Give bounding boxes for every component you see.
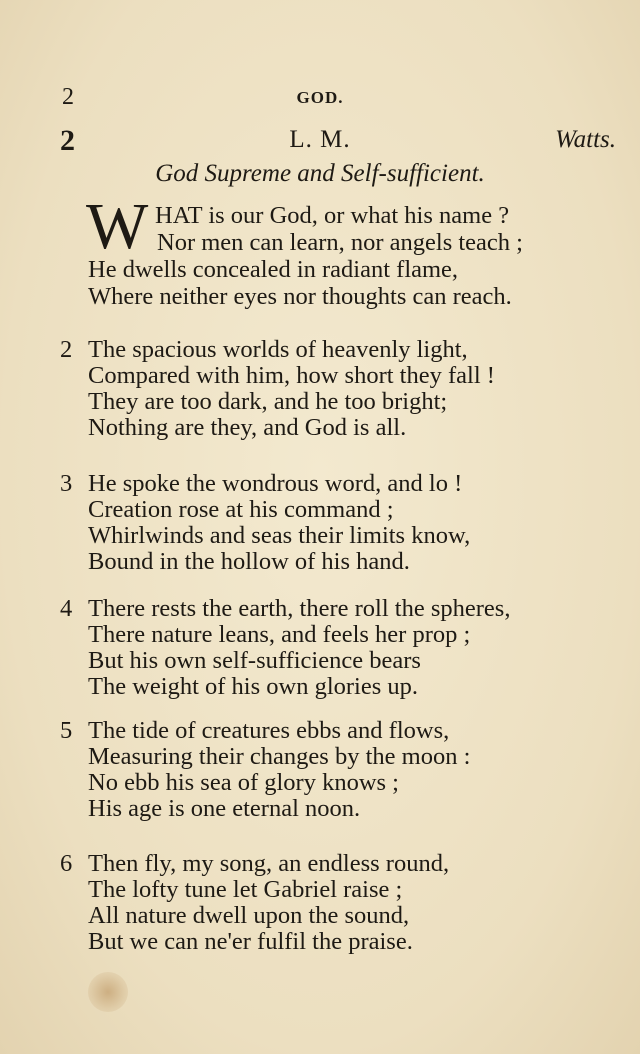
stanza-line: No ebb his sea of glory knows ; <box>88 769 399 796</box>
stanza-line: Measuring their changes by the moon : <box>88 743 471 770</box>
stanza-number: 2 <box>60 336 73 363</box>
drop-cap: W <box>86 190 149 263</box>
running-head <box>0 84 640 114</box>
stanza-line: His age is one eternal noon. <box>88 795 361 822</box>
stanza-line: All nature dwell upon the sound, <box>88 902 410 929</box>
stanza-line: But we can ne'er fulfil the praise. <box>88 928 413 955</box>
stanza-line: HAT is our God, or what his name ? <box>155 202 510 229</box>
hymn-title: God Supreme and Self-sufficient. <box>155 160 485 187</box>
hymn-author: Watts. <box>555 126 616 153</box>
stanza-number: 3 <box>60 470 73 497</box>
stanza-line: He spoke the wondrous word, and lo ! <box>88 470 463 497</box>
stanza-line: The weight of his own glories up. <box>88 673 419 700</box>
stanza-line: They are too dark, and he too bright; <box>88 388 448 415</box>
stanza-line: Nor men can learn, nor angels teach ; <box>157 229 523 256</box>
running-title: GOD. <box>296 88 344 107</box>
stanza-line: He dwells concealed in radiant flame, <box>88 256 459 283</box>
hymn-number: 2 <box>60 124 75 157</box>
stanza-line: There nature leans, and feels her prop ; <box>88 621 471 648</box>
stanza-line: There rests the earth, there roll the spheres, <box>88 595 511 622</box>
stanza-line: The lofty tune let Gabriel raise ; <box>88 876 403 903</box>
paper-stain <box>88 972 128 1012</box>
stanza-line: Compared with him, how short they fall ! <box>88 362 495 389</box>
stanza-line: Whirlwinds and seas their limits know, <box>88 522 471 549</box>
stanza-line: Then fly, my song, an endless round, <box>88 850 450 877</box>
stanza-number: 4 <box>60 595 73 622</box>
stanza-line: Nothing are they, and God is all. <box>88 414 407 441</box>
stanza-line: Where neither eyes nor thoughts can reach. <box>88 283 512 310</box>
stanza-line: The tide of creatures ebbs and flows, <box>88 717 450 744</box>
stanza-line: But his own self-sufficience bears <box>88 647 421 674</box>
stanza-number: 6 <box>60 850 73 877</box>
stanza-number: 5 <box>60 717 73 744</box>
stanza-line: Bound in the hollow of his hand. <box>88 548 410 575</box>
page-number: 2 <box>62 84 74 110</box>
hymn-meter: L. M. <box>289 126 351 153</box>
stanza-line: The spacious worlds of heavenly light, <box>88 336 468 363</box>
hymn-header <box>0 124 640 164</box>
stanza-line: Creation rose at his command ; <box>88 496 394 523</box>
